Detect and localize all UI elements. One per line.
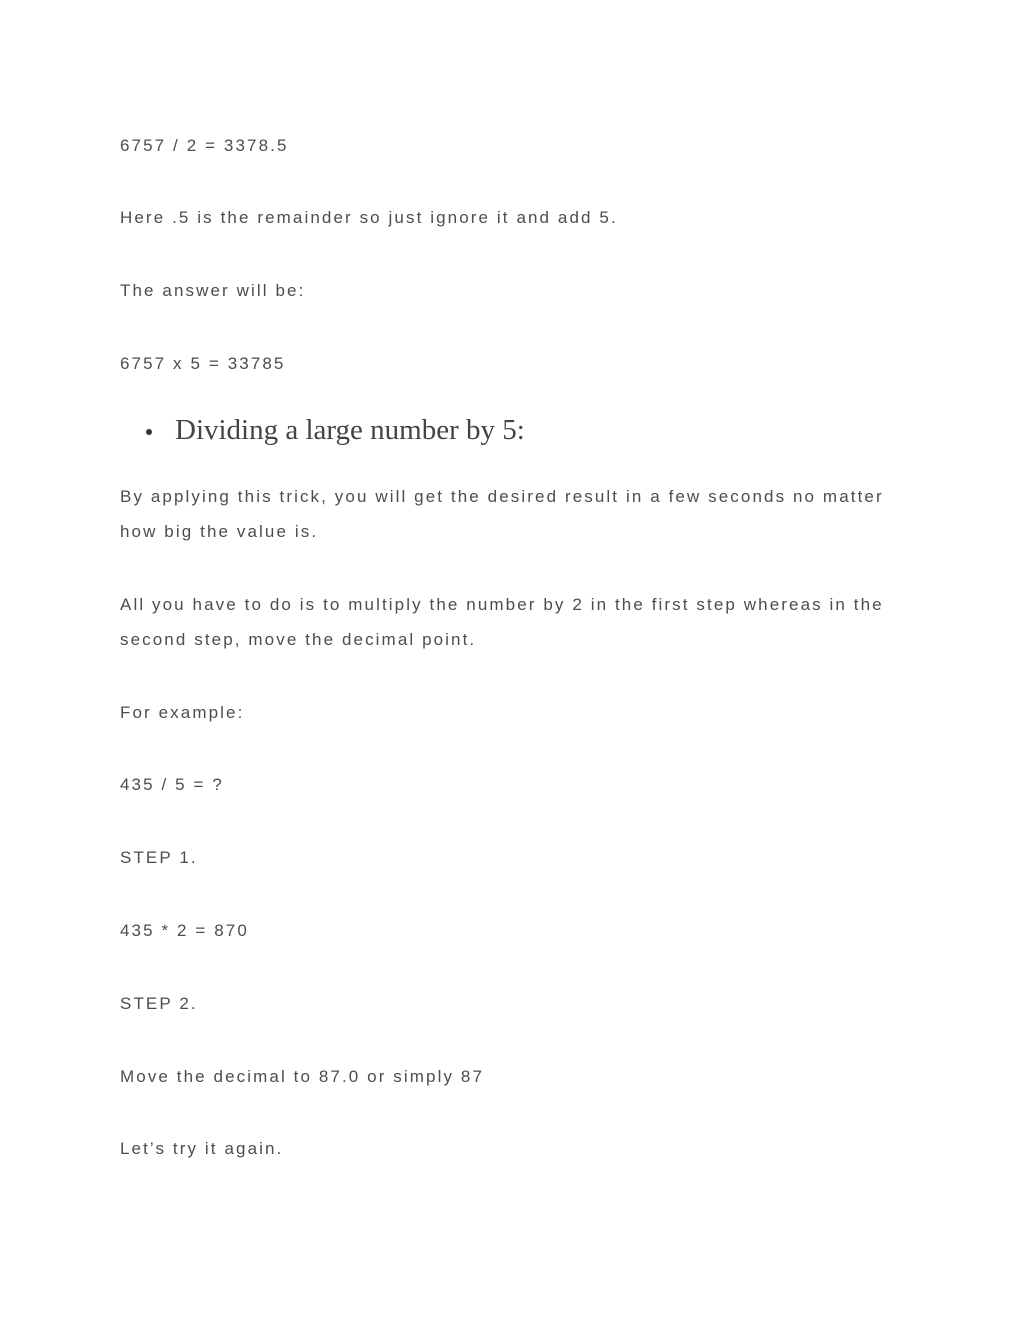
paragraph-step-2-instruction: Move the decimal to 87.0 or simply 87: [120, 1067, 485, 1086]
paragraph-answer-intro: The answer will be:: [120, 281, 306, 300]
paragraph-remainder-note: Here .5 is the remainder so just ignore it and add 5.: [120, 208, 618, 227]
step-1-label: STEP 1.: [120, 848, 198, 867]
paragraph-example-label: For example:: [120, 703, 245, 722]
equation-example-question: 435 / 5 = ?: [120, 775, 224, 794]
bullet-dot-icon: [146, 429, 152, 435]
equation-division-by-2: 6757 / 2 = 3378.5: [120, 136, 289, 155]
section-heading: Dividing a large number by 5:: [175, 413, 525, 446]
paragraph-try-again: Let’s try it again.: [120, 1139, 284, 1158]
step-2-label: STEP 2.: [120, 994, 198, 1013]
equation-multiplication-result: 6757 x 5 = 33785: [120, 354, 286, 373]
paragraph-trick-intro: By applying this trick, you will get the desired result in a few seconds no matter how big the value is.: [120, 487, 884, 541]
equation-step-1: 435 * 2 = 870: [120, 921, 249, 940]
paragraph-method-description: All you have to do is to multiply the number by 2 in the first step whereas in the second step, move the decimal point.: [120, 595, 884, 649]
section-heading-row: [146, 408, 525, 452]
